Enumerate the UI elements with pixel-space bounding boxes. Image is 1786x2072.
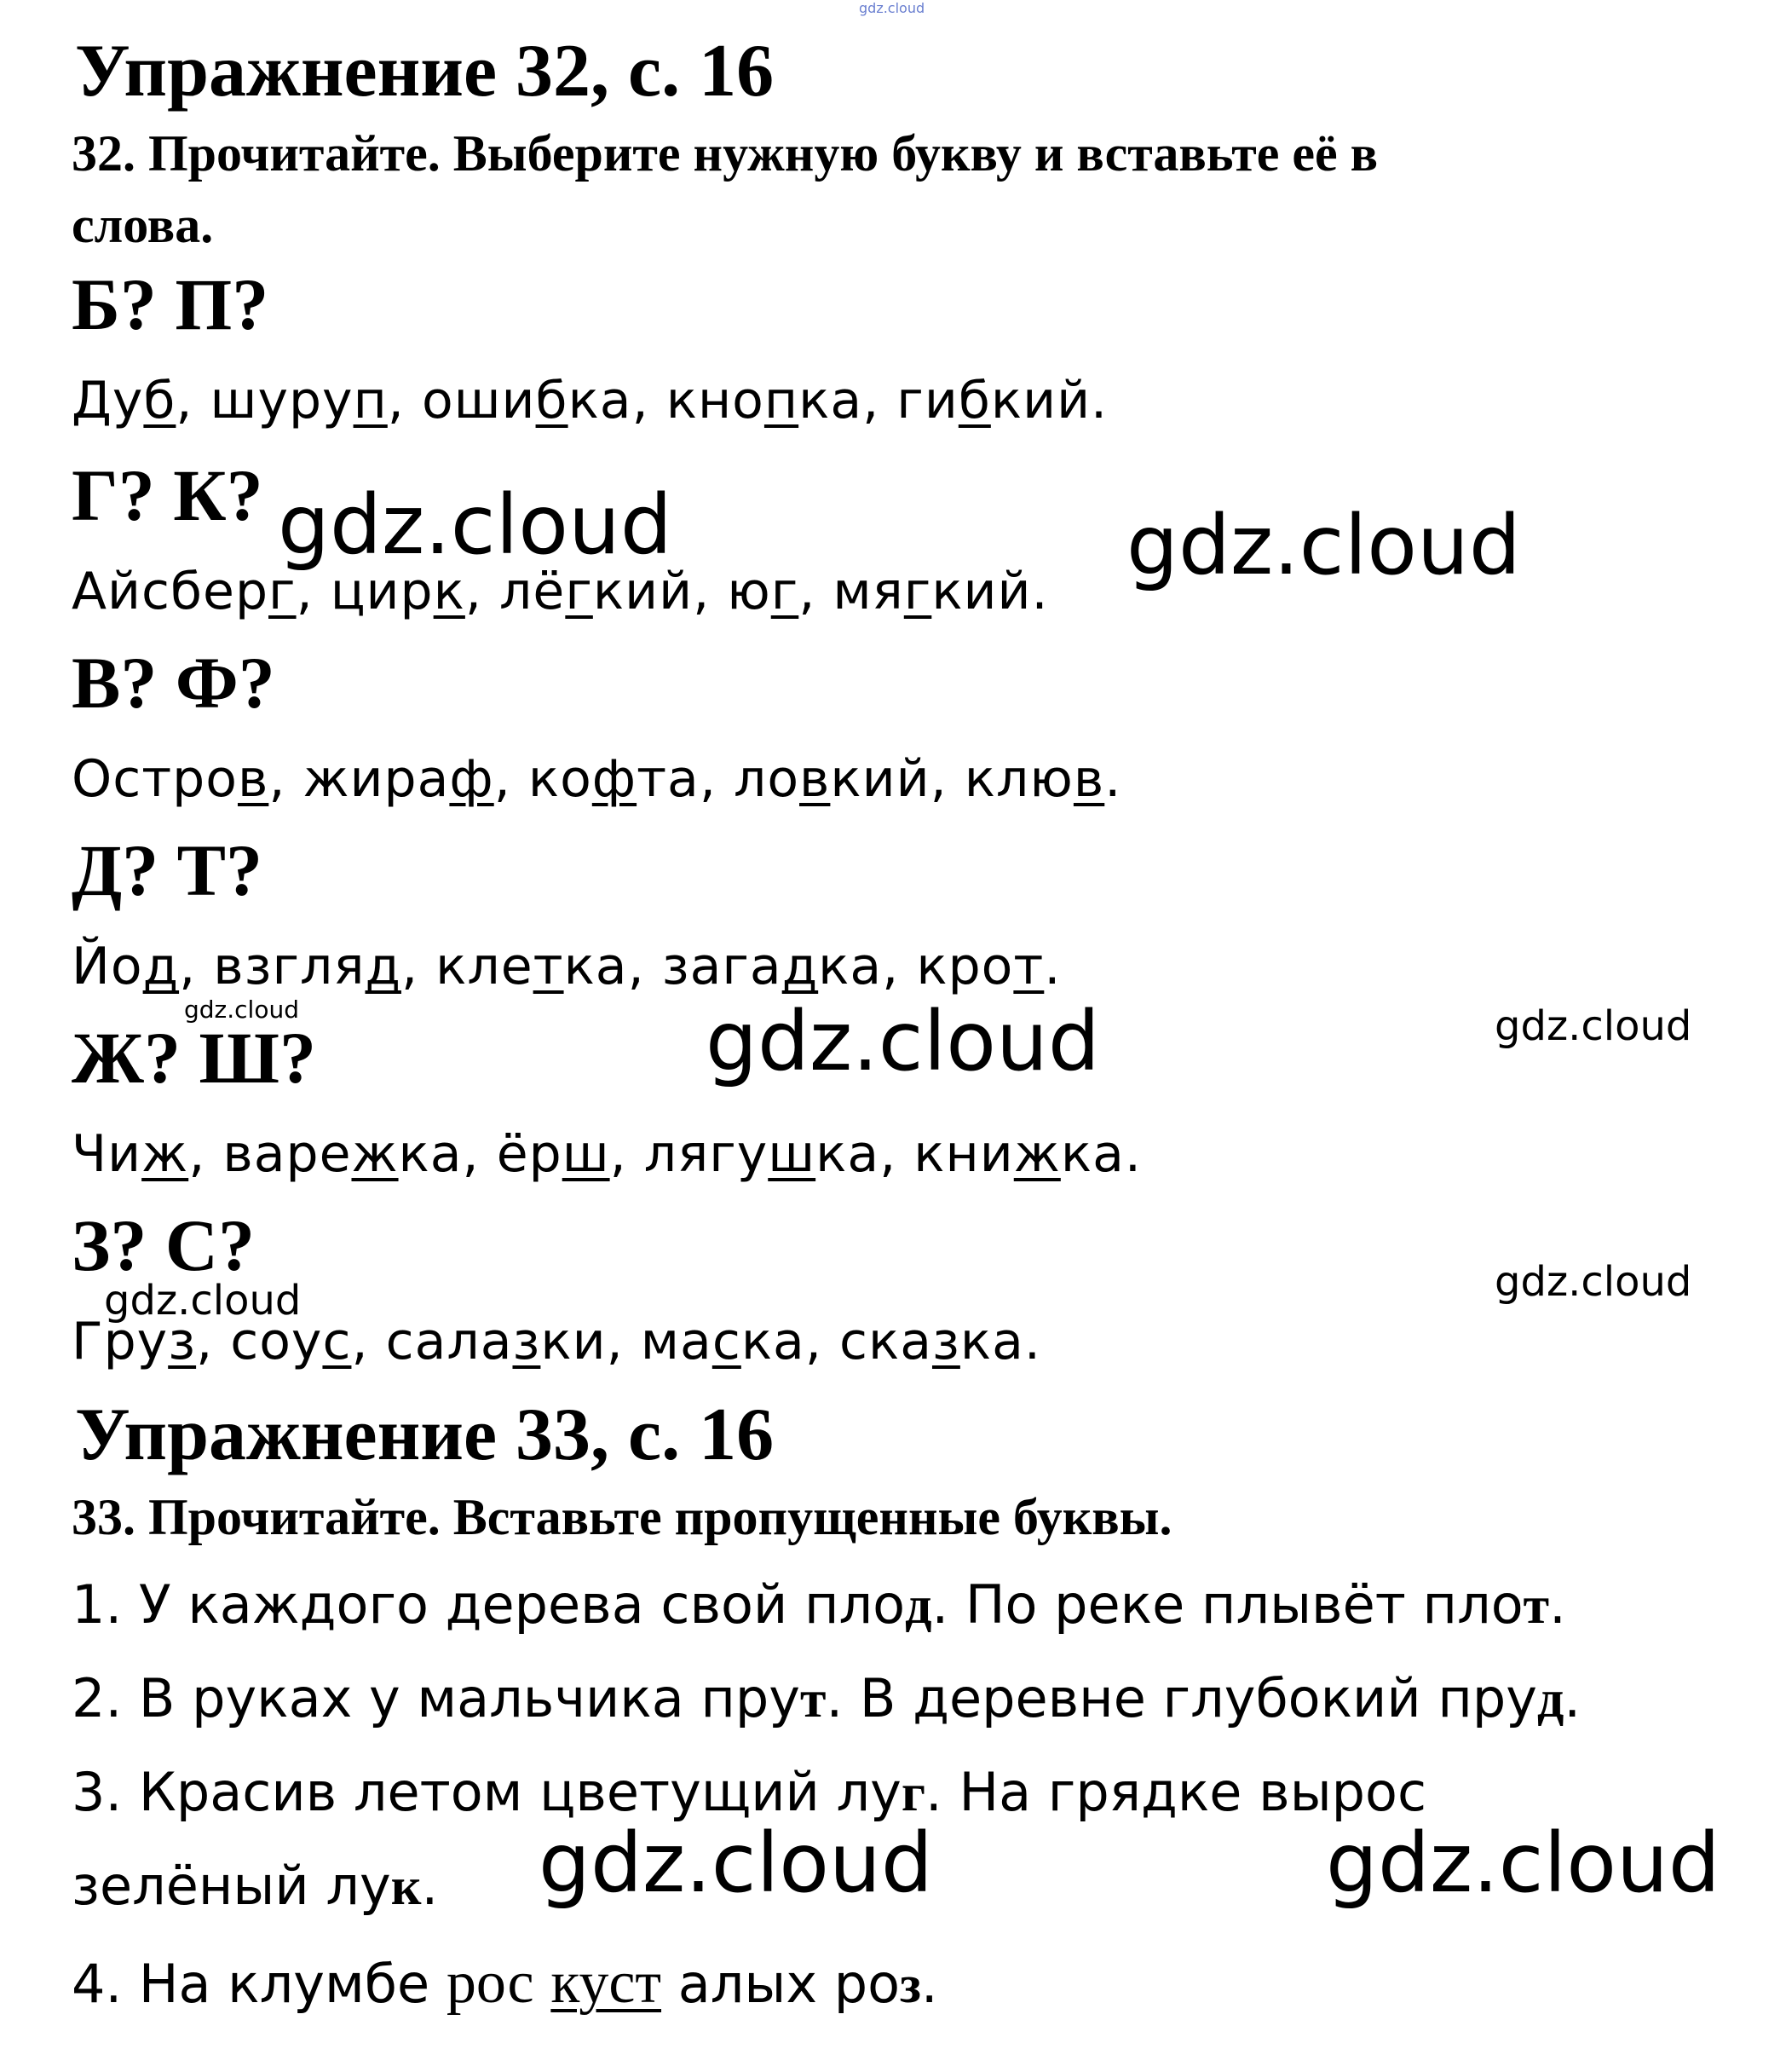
answer-b-p: Дуб, шуруп, ошибка, кнопка, гибкий. bbox=[72, 371, 1109, 430]
watermark: gdz.cloud bbox=[1495, 1002, 1692, 1050]
exercise-33-task: 33. Прочитайте. Вставьте пропущенные буквы. bbox=[72, 1489, 1172, 1545]
exercise-32-task-line2: слова. bbox=[72, 197, 214, 253]
answer-zh-sh: Чиж, варежка, ёрш, лягушка, книжка. bbox=[72, 1124, 1142, 1184]
pair-d-t: Д? Т? bbox=[72, 829, 263, 911]
pair-v-f: В? Ф? bbox=[72, 642, 275, 724]
exercise-33-title: Упражнение 33, с. 16 bbox=[75, 1394, 775, 1476]
answer-v-f: Остров, жираф, кофта, ловкий, клюв. bbox=[72, 749, 1122, 809]
watermark: gdz.cloud bbox=[539, 1815, 933, 1911]
watermark: gdz.cloud bbox=[278, 477, 672, 573]
watermark: gdz.cloud bbox=[1326, 1815, 1720, 1911]
watermark-top: gdz.cloud bbox=[859, 0, 925, 16]
ex33-line-1: 1. У каждого дерева свой плод. По реке плывёт плот. bbox=[72, 1573, 1566, 1636]
pair-b-p: Б? П? bbox=[72, 263, 269, 345]
exercise-32-title: Упражнение 32, с. 16 bbox=[75, 30, 775, 113]
pair-z-s: З? С? bbox=[72, 1204, 255, 1286]
watermark: gdz.cloud bbox=[706, 994, 1100, 1089]
watermark: gdz.cloud bbox=[1126, 498, 1521, 593]
ex33-line-5: 4. На клумбе рос куст алых роз. bbox=[72, 1950, 938, 2016]
ex33-line-2: 2. В руках у мальчика прут. В деревне глубокий пруд. bbox=[72, 1667, 1581, 1729]
watermark: gdz.cloud bbox=[184, 996, 299, 1024]
answer-z-s: Груз, соус, салазки, маска, сказка. bbox=[72, 1312, 1041, 1371]
answer-g-k: Айсберг, цирк, лёгкий, юг, мягкий. bbox=[72, 562, 1049, 621]
pair-g-k: Г? К? bbox=[72, 454, 263, 536]
ex33-line-3: 3. Красив летом цветущий луг. На грядке вырос bbox=[72, 1761, 1427, 1823]
exercise-32-task-line1: 32. Прочитайте. Выберите нужную букву и вставьте её в bbox=[72, 125, 1379, 182]
answer-d-t: Йод, взгляд, клетка, загадка, крот. bbox=[72, 937, 1062, 996]
watermark: gdz.cloud bbox=[1495, 1258, 1692, 1306]
watermark: gdz.cloud bbox=[104, 1277, 302, 1325]
ex33-line-4: зелёный лук. bbox=[72, 1855, 439, 1917]
pair-zh-sh: Ж? Ш? bbox=[72, 1017, 316, 1099]
